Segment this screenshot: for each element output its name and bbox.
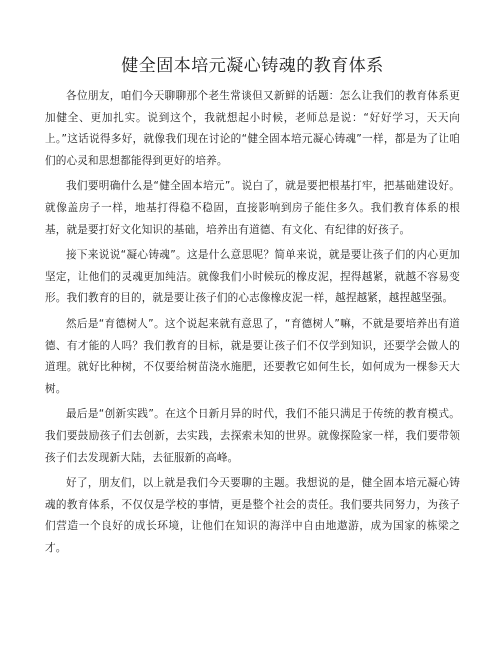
paragraph-1: 各位朋友，咱们今天聊聊那个老生常谈但又新鲜的话题：怎么让我们的教育体系更加健全、更加扎实。说到这个，我就想起小时候，老师总是说：“好好学习，天天向上。”这话说得多好，就像我们现在讨论的“健全固本培元凝心铸魂”一样，都是为了让咱们的心灵和思想都能得到更好的培养。 (45, 90, 460, 167)
document-title: 健全固本培元凝心铸魂的教育体系 (121, 56, 384, 76)
paragraph-4: 然后是“育德树人”。这个说起来就有意思了，“育德树人”嘛，不就是要培养出有道德、有才能的人吗？我们教育的目标，就是要让孩子们不仅学到知识，还要学会做人的道理。就好比种树，不仅要给树苗浇水施肥，还要教它如何生长，如何成为一棵参天大树。 (45, 317, 460, 395)
paragraph-2: 我们要明确什么是“健全固本培元”。说白了，就是要把根基打牢，把基础建设好。就像盖房子一样，地基打得稳不稳固，直接影响到房子能住多久。我们教育体系的根基，就是要打好文化知识的基础，培养出有道德、有文化、有纪律的好孩子。 (45, 180, 460, 236)
paragraph-5: 最后是“创新实践”。在这个日新月异的时代，我们不能只满足于传统的教育模式。我们要鼓励孩子们去创新，去实践，去探索未知的世界。就像探险家一样，我们要带领孩子们去发现新大陆，去征服新的高峰。 (45, 408, 460, 464)
paragraph-3: 接下来说说“凝心铸魂”。这是什么意思呢？简单来说，就是要让孩子们的内心更加坚定，让他们的灵魂更加纯洁。就像我们小时候玩的橡皮泥，捏得越紧，就越不容易变形。我们教育的目的，就是要让孩子们的心志像橡皮泥一样，越捏越紧，越捏越坚强。 (45, 249, 460, 305)
paragraph-6: 好了，朋友们，以上就是我们今天要聊的主题。我想说的是，健全固本培元凝心铸魂的教育体系，不仅仅是学校的事情，更是整个社会的责任。我们要共同努力，为孩子们营造一个良好的成长环境，让他们在知识的海洋中自由地遨游，成为国家的栋梁之才。 (45, 477, 460, 554)
